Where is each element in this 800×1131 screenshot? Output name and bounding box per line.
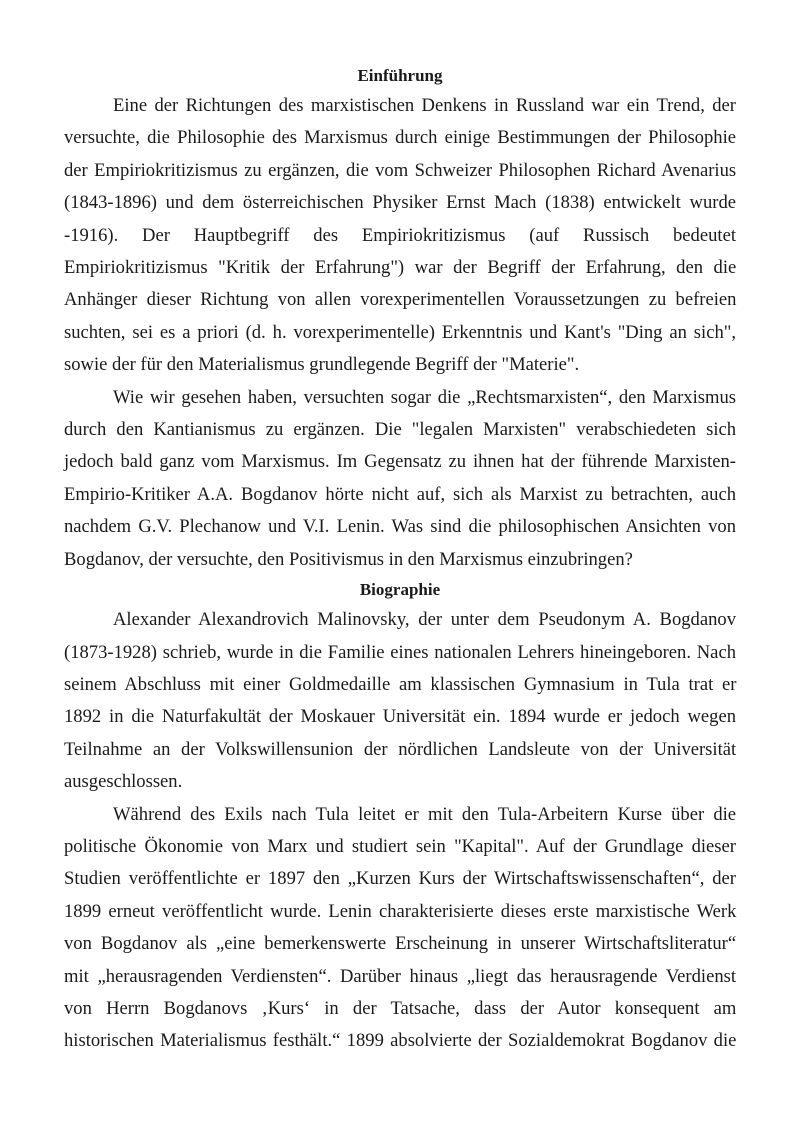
- text-line: Alexander Alexandrovich Malinovsky, der unter dem Pseudonym A. Bogdanov: [113, 609, 736, 631]
- text-line: Anhänger dieser Richtung von allen vorexperimentellen Voraussetzungen zu befreien: [64, 289, 737, 311]
- text-line: historischen Materialismus festhält.“ 1899 absolvierte der Sozialdemokrat Bogdanov die: [64, 1030, 737, 1052]
- paragraph: [64, 799, 736, 1058]
- document-page: [64, 62, 736, 1058]
- text-line: (1873-1928) schrieb, wurde in die Familie eines nationalen Lehrers hineingeboren. Nach: [64, 641, 736, 663]
- text-line: Empirio-Kritiker A.A. Bogdanov hörte nicht auf, sich als Marxist zu betrachten, auch: [64, 483, 736, 505]
- text-line: Wie wir gesehen haben, versuchten sogar die „Rechtsmarxisten“, den Marxismus: [113, 386, 736, 408]
- text-line: durch den Kantianismus zu ergänzen. Die "legalen Marxisten" verabschiedeten sich: [64, 419, 737, 441]
- text-line: Teilnahme an der Volkswillensunion der nördlichen Landsleute von der Universität: [64, 738, 737, 760]
- text-line: ausgeschlossen.: [64, 771, 183, 793]
- text-line: mit „herausragenden Verdiensten“. Darüber hinaus „liegt das herausragende Verdienst: [64, 965, 737, 987]
- text-line: sowie der für den Materialismus grundlegende Begriff der "Materie".: [64, 354, 580, 376]
- text-line: seinem Abschluss mit einer Goldmedaille am klassischen Gymnasium in Tula trat er: [64, 673, 737, 695]
- text-line: von Herrn Bogdanovs ‚Kurs‘ in der Tatsache, dass der Autor konsequent am: [64, 997, 737, 1019]
- text-line: von Bogdanov als „eine bemerkenswerte Erscheinung in unserer Wirtschaftsliteratur“: [64, 933, 737, 955]
- text-line: jedoch bald ganz vom Marxismus. Im Gegensatz zu ihnen hat der führende Marxisten-: [64, 451, 736, 473]
- text-line: (1843-1896) und dem österreichischen Physiker Ernst Mach (1838) entwickelt wurde: [64, 192, 736, 214]
- paragraph: [64, 90, 736, 382]
- text-line: nachdem G.V. Plechanow und V.I. Lenin. Was sind die philosophischen Ansichten von: [64, 516, 736, 538]
- text-line: suchten, sei es a priori (d. h. vorexperimentelle) Erkenntnis und Kant's "Ding an sich",: [64, 321, 736, 343]
- text-line: Eine der Richtungen des marxistischen Denkens in Russland war ein Trend, der: [113, 95, 736, 116]
- text-line: -1916). Der Hauptbegriff des Empiriokritizismus (auf Russisch bedeutet: [64, 224, 736, 246]
- text-line: Während des Exils nach Tula leitet er mit den Tula-Arbeitern Kurse über die: [113, 803, 737, 825]
- text-line: Bogdanov, der versuchte, den Positivismus in den Marxismus einzubringen?: [64, 548, 633, 570]
- text-line: Studien veröffentlichte er 1897 den „Kurzen Kurs der Wirtschaftswissenschaften“, der: [64, 868, 736, 890]
- text-line: 1892 in die Naturfakultät der Moskauer Universität ein. 1894 wurde er jedoch wegen: [64, 706, 736, 728]
- text-line: politische Ökonomie von Marx und studiert sein "Kapital". Auf der Grundlage dieser: [64, 835, 736, 857]
- section-heading-biographie: Biographie: [359, 580, 441, 600]
- section-heading-einfuehrung: Einführung: [357, 66, 443, 85]
- text-line: 1899 erneut veröffentlicht wurde. Lenin charakterisierte dieses erste marxistische Werk: [64, 900, 737, 922]
- text-line: versuchte, die Philosophie des Marxismus durch einige Bestimmungen der Philosophie: [64, 127, 736, 149]
- paragraph: [64, 382, 736, 576]
- paragraph: [64, 604, 736, 798]
- text-line: der Empiriokritizismus zu ergänzen, die vom Schweizer Philosophen Richard Avenarius: [64, 159, 737, 181]
- text-line: Empiriokritizismus "Kritik der Erfahrung") war der Begriff der Erfahrung, den die: [64, 257, 737, 279]
